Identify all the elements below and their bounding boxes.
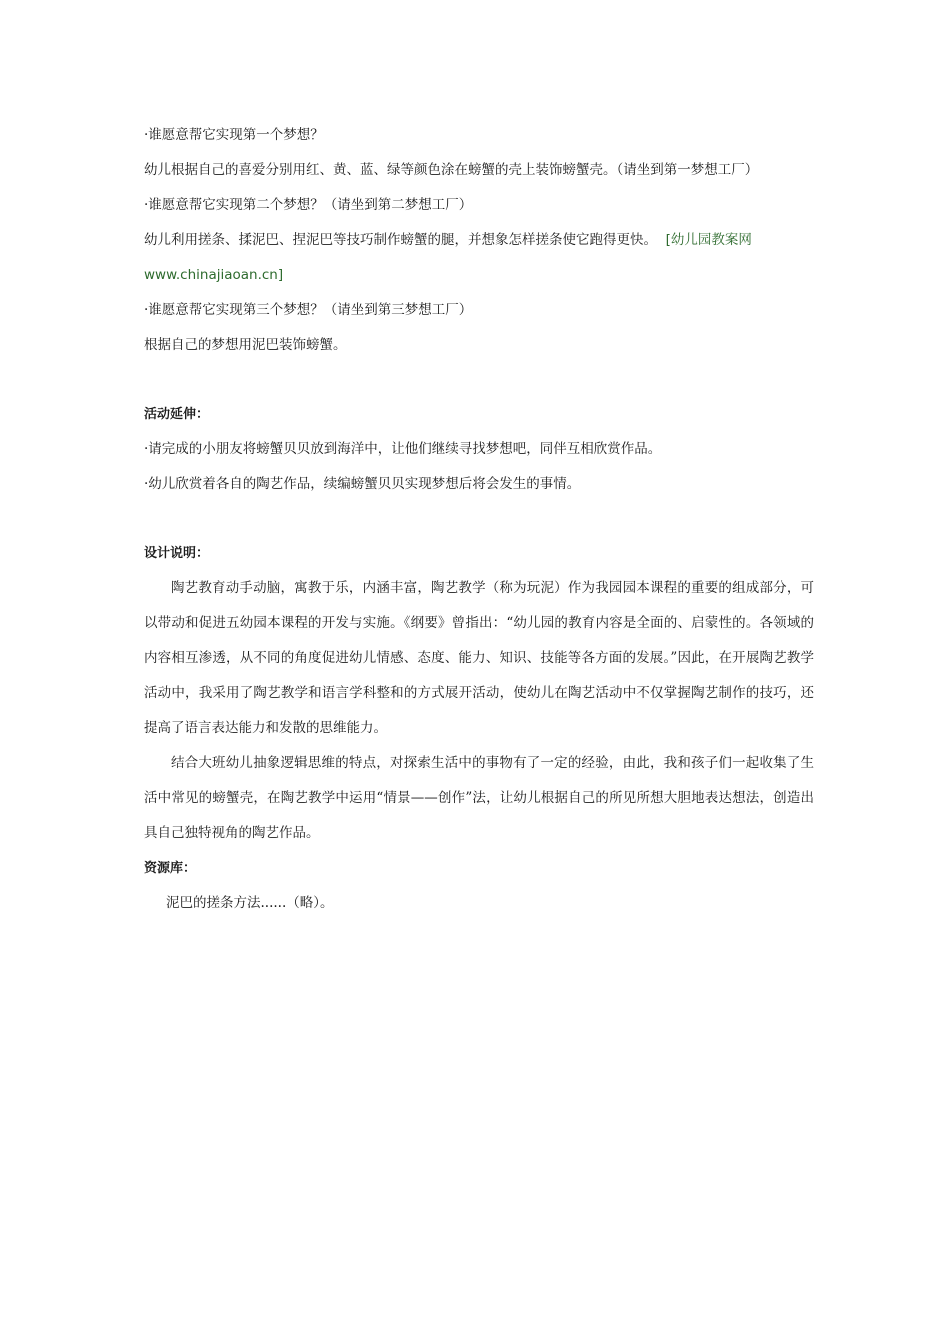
design-heading: 设计说明：: [144, 546, 210, 561]
step-crab-legs: [144, 223, 814, 258]
resources-item-1: 泥巴的搓条方法......（略）。: [166, 895, 334, 911]
extension-heading: 活动延伸：: [144, 407, 210, 422]
extension-item-2: ·幼儿欣赏着各自的陶艺作品，续编螃蟹贝贝实现梦想后将会发生的事情。: [144, 476, 581, 492]
source-link-url[interactable]: www.chinajiaoan.cn]: [144, 267, 284, 283]
resources-heading: 资源库：: [144, 861, 197, 876]
step-decorate-crab: 根据自己的梦想用泥巴装饰螃蟹。: [144, 337, 347, 353]
step-crab-legs-text: 幼儿利用搓条、揉泥巴、捏泥巴等技巧制作螃蟹的腿，并想象怎样搓条使它跑得更快。: [144, 232, 657, 248]
question-third-dream: ·谁愿意帮它实现第三个梦想？（请坐到第三梦想工厂）: [144, 302, 473, 318]
extension-item-1: ·请完成的小朋友将螃蟹贝贝放到海洋中，让他们继续寻找梦想吧，同伴互相欣赏作品。: [144, 441, 662, 457]
question-second-dream: ·谁愿意帮它实现第二个梦想？（请坐到第二梦想工厂）: [144, 197, 473, 213]
source-link[interactable]: [幼儿园教案网: [665, 232, 752, 248]
design-paragraph-2: 结合大班幼儿抽象逻辑思维的特点，对探索生活中的事物有了一定的经验，由此，我和孩子们一起收集了生活中常见的螃蟹壳，在陶艺教学中运用“情景——创作”法，让幼儿根据自己的所见所想大胆地表达想法，创造出具自己独特视角的陶艺作品。: [144, 755, 814, 841]
document-page: [144, 118, 814, 921]
spacer: [144, 363, 814, 397]
step-color-shell: 幼儿根据自己的喜爱分别用红、黄、蓝、绿等颜色涂在螃蟹的壳上装饰螃蟹壳。（请坐到第一梦想工厂）: [144, 162, 759, 178]
question-first-dream: ·谁愿意帮它实现第一个梦想？: [144, 127, 324, 143]
spacer: [144, 502, 814, 536]
design-paragraph-1: 陶艺教育动手动脑，寓教于乐，内涵丰富，陶艺教学（称为玩泥）作为我园园本课程的重要的组成部分，可以带动和促进五幼园本课程的开发与实施。《纲要》曾指出：“幼儿园的教育内容是全面的、启蒙性的。各领域的内容相互渗透，从不同的角度促进幼儿情感、态度、能力、知识、技能等各方面的发展。”因此，在开展陶艺教学活动中，我采用了陶艺教学和语言学科整和的方式展开活动，使幼儿在陶艺活动中不仅掌握陶艺制作的技巧，还提高了语言表达能力和发散的思维能力。: [144, 580, 814, 736]
